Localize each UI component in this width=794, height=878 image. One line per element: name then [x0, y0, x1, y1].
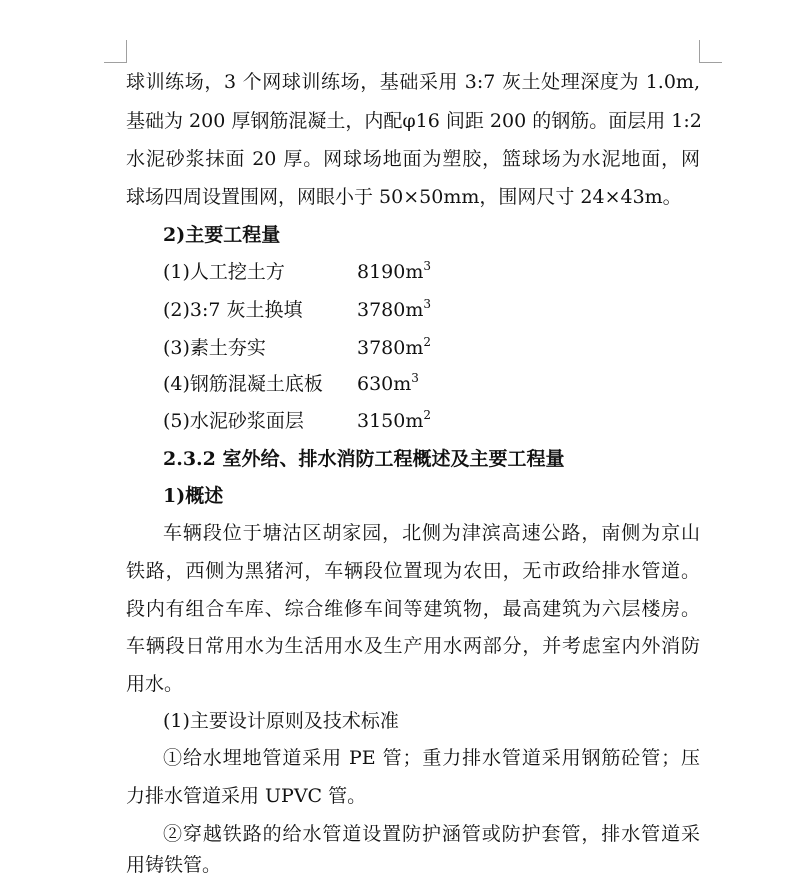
quantity-value: $3780m^2$ — [357, 335, 432, 359]
top-left-margin-mark — [104, 40, 127, 63]
paragraph-line: 球训练场，3 个网球训练场，基础采用 3:7 灰土处理深度为 1.0m, — [126, 71, 700, 93]
paragraph-line: 力排水管道采用 UPVC 管。 — [126, 785, 367, 807]
paragraph-line: 段内有组合车库、综合维修车间等建筑物，最高建筑为六层楼房。 — [126, 598, 700, 620]
quantity-value: $630m^3$ — [357, 371, 419, 395]
paragraph-line: ②穿越铁路的给水管道设置防护涵管或防护套管，排水管道采 — [163, 823, 700, 845]
paragraph-line: 车辆段日常用水为生活用水及生产用水两部分，并考虑室内外消防 — [126, 635, 700, 657]
quantity-label: (2)3:7 灰土换填 — [163, 299, 303, 321]
paragraph-line: ①给水埋地管道采用 PE 管；重力排水管道采用钢筋砼管；压 — [163, 747, 700, 769]
quantity-label: (5)水泥砂浆面层 — [163, 410, 304, 432]
quantity-label: (3)素土夯实 — [163, 337, 266, 359]
paragraph-line: 车辆段位于塘沽区胡家园，北侧为津滨高速公路，南侧为京山 — [163, 522, 700, 544]
quantity-label: (1)人工挖土方 — [163, 261, 285, 283]
section-heading: 2.3.2 室外给、排水消防工程概述及主要工程量 — [163, 448, 565, 470]
paragraph-line: 铁路，西侧为黑猪河，车辆段位置现为农田，无市政给排水管道。 — [126, 560, 700, 582]
subsection-heading: (1)主要设计原则及技术标准 — [163, 710, 399, 732]
section-heading: 2)主要工程量 — [163, 224, 281, 246]
subsection-heading: 1)概述 — [163, 485, 224, 507]
paragraph-line: 基础为 200 厚钢筋混凝土，内配φ16 间距 200 的钢筋。面层用 1:2 — [126, 110, 702, 132]
paragraph-line: 球场四周设置围网，网眼小于 50×50mm，围网尺寸 24×43m。 — [126, 186, 682, 208]
quantity-value: $8190m^3$ — [357, 259, 432, 283]
top-right-margin-mark — [699, 40, 722, 63]
quantity-value: $3780m^3$ — [357, 297, 432, 321]
quantity-value: $3150m^2$ — [357, 408, 432, 432]
quantity-label: (4)钢筋混凝土底板 — [163, 373, 323, 395]
paragraph-line: 水泥砂浆抹面 20 厚。网球场地面为塑胶，篮球场为水泥地面，网 — [126, 148, 700, 170]
paragraph-line: 用铸铁管。 — [126, 854, 222, 876]
paragraph-line: 用水。 — [126, 673, 184, 695]
